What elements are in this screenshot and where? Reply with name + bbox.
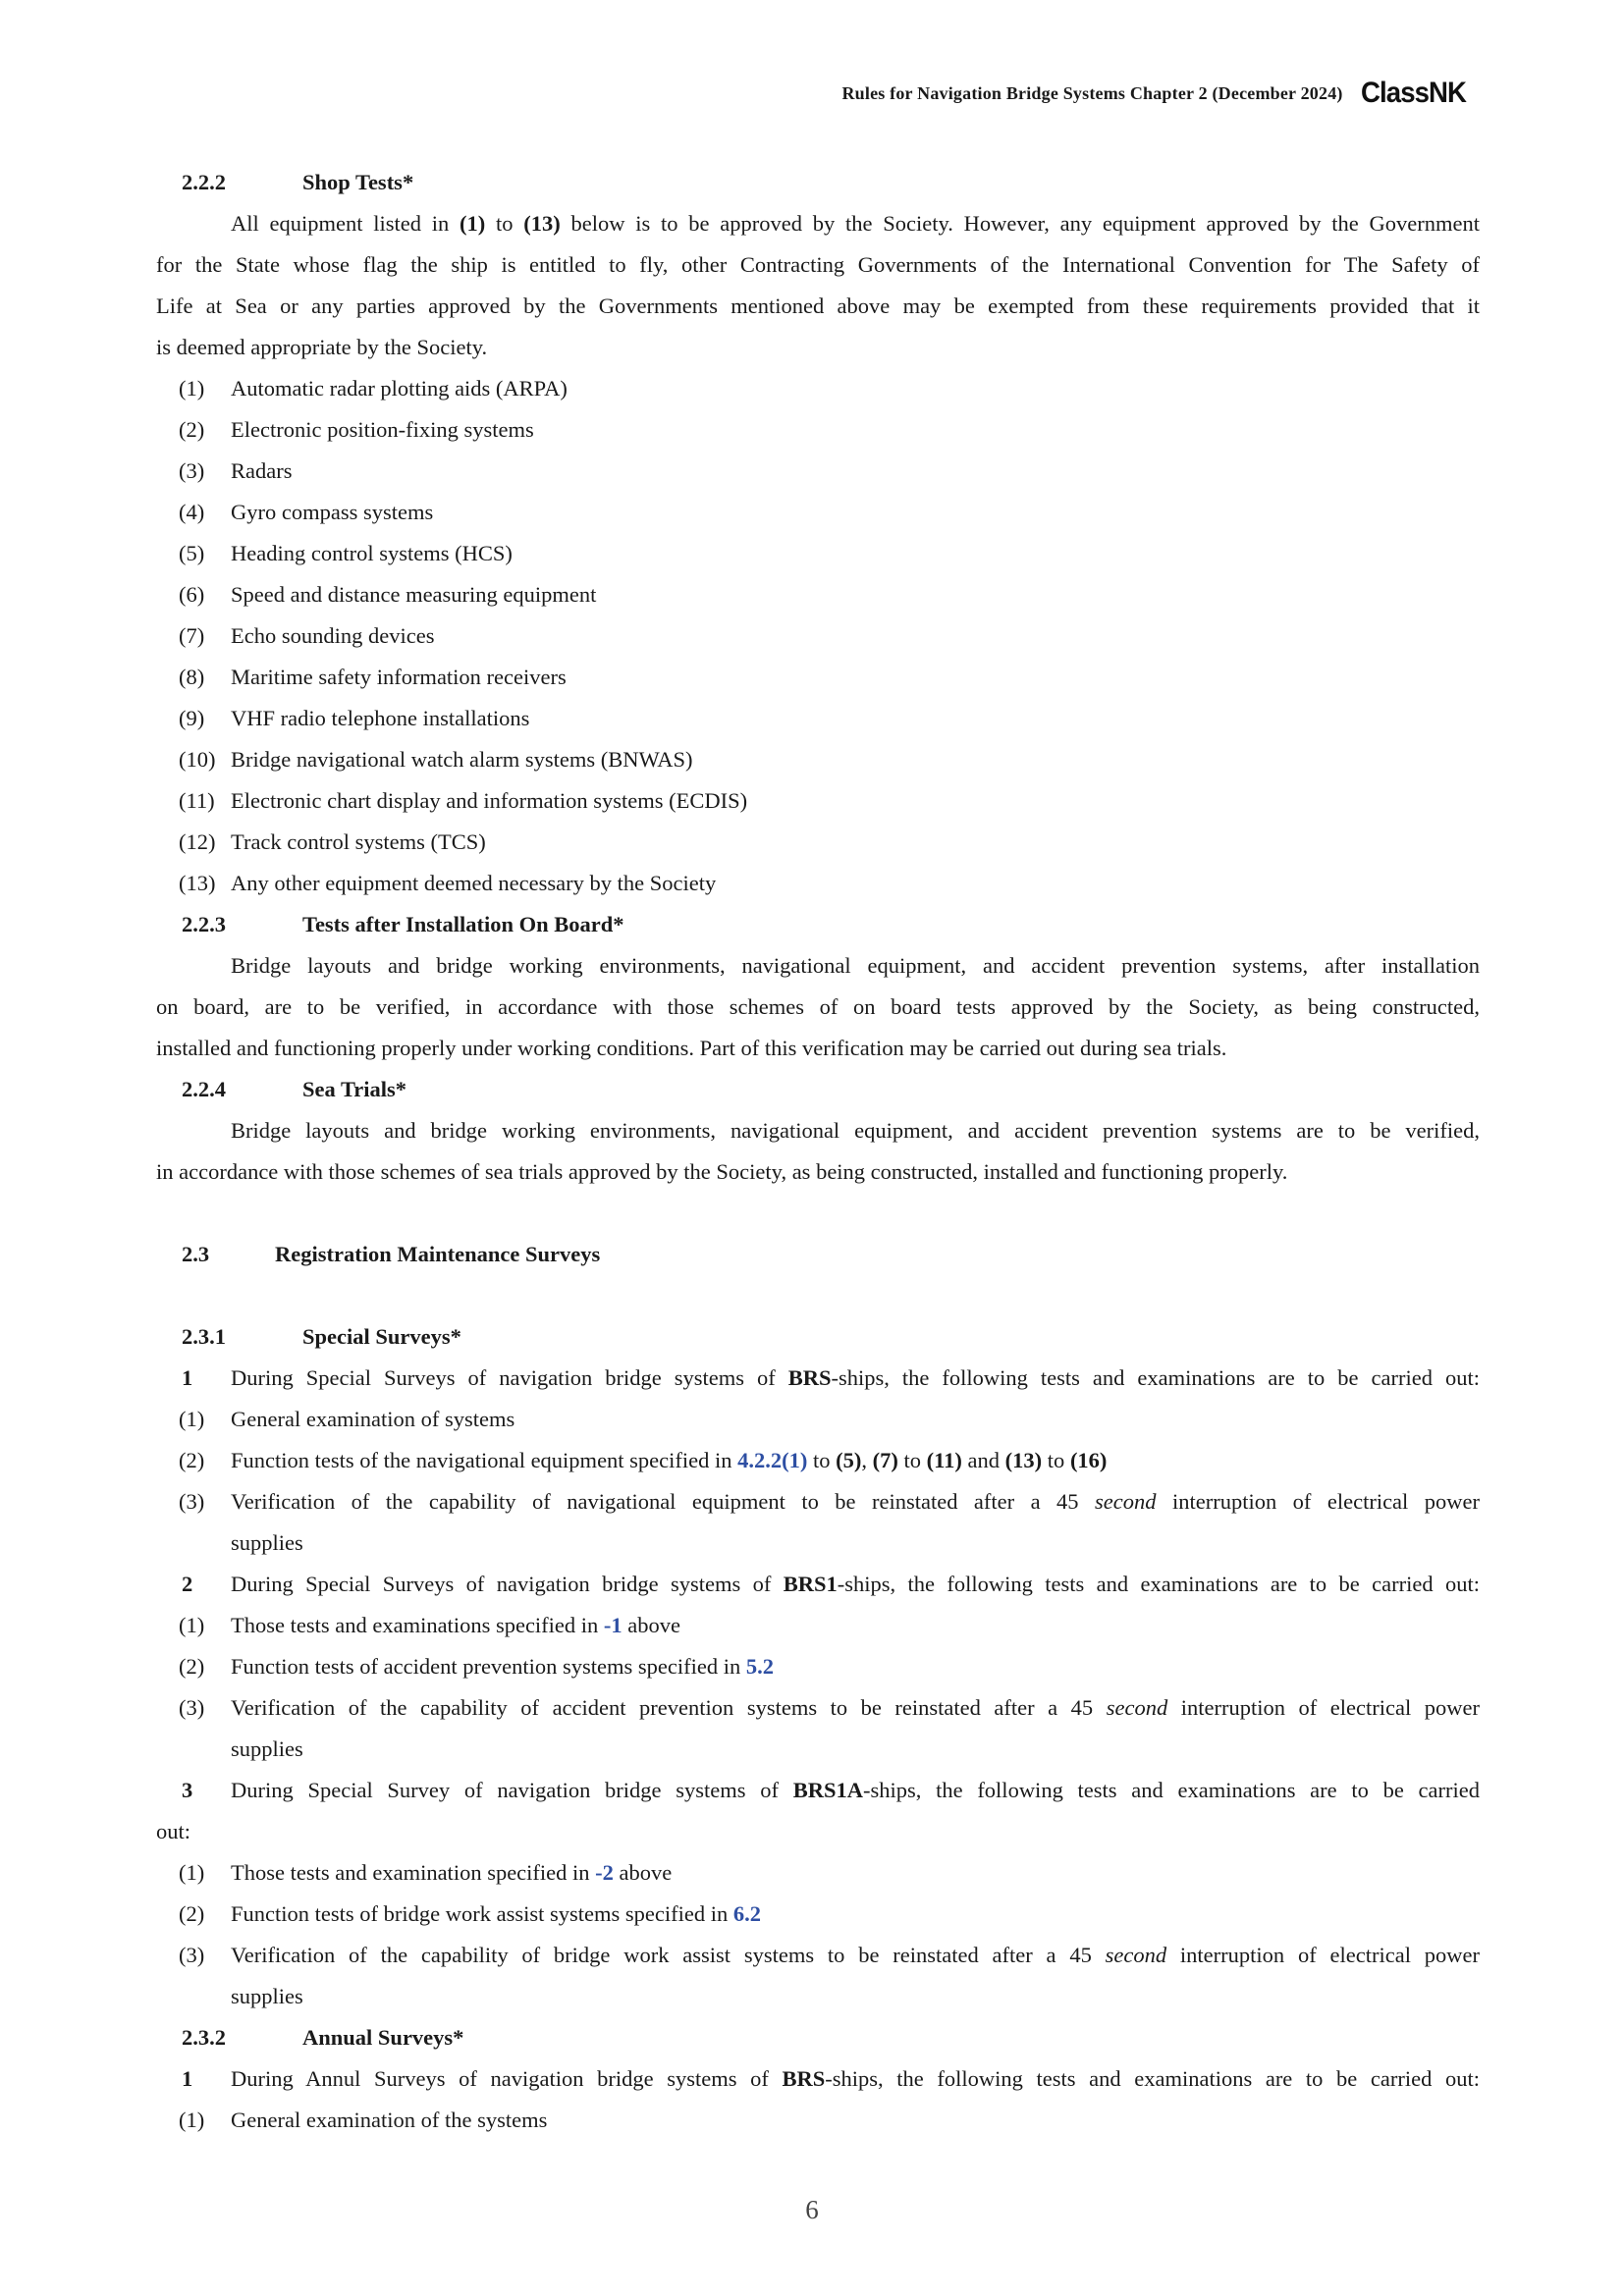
- section-number: 2.2.3: [182, 912, 226, 936]
- section-title: Special Surveys*: [302, 1324, 461, 1349]
- header-title: Rules for Navigation Bridge Systems Chapter 2 (December 2024): [841, 82, 1343, 103]
- section-title: Tests after Installation On Board*: [302, 912, 624, 936]
- paragraph-line: Life at Sea or any parties approved by the Governments mentioned above may be exempted from these requirements provided that it: [156, 294, 1480, 318]
- list-item-continuation: supplies: [231, 1530, 303, 1555]
- cross-reference-link[interactable]: 6.2: [732, 1901, 761, 1926]
- section-title: Shop Tests*: [302, 170, 414, 194]
- cross-reference-link[interactable]: 5.2: [745, 1654, 775, 1679]
- section-title: Annual Surveys*: [302, 2025, 464, 2050]
- paragraph-line: Bridge layouts and bridge working environments, navigational equipment, and accident prevention systems are to be verified,: [231, 1118, 1480, 1143]
- section-title: Sea Trials*: [302, 1077, 407, 1101]
- paragraph-line: is deemed appropriate by the Society.: [156, 335, 488, 359]
- section-title: Registration Maintenance Surveys: [275, 1242, 601, 1266]
- section-number: 2.3.2: [182, 2025, 226, 2050]
- paragraph-continuation: out:: [156, 1819, 191, 1843]
- list-item-continuation: supplies: [231, 1736, 303, 1761]
- section-number: 2.3: [182, 1242, 210, 1266]
- cross-reference-link[interactable]: 4.2.2(1): [737, 1448, 808, 1472]
- paragraph-line: on board, are to be verified, in accordance with those schemes of on board tests approved by the Society, as being constructed,: [156, 994, 1480, 1019]
- paragraph-line: for the State whose flag the ship is entitled to fly, other Contracting Governments of the International Convention for The Safety of: [156, 252, 1480, 277]
- cross-reference-link[interactable]: -1: [603, 1613, 623, 1637]
- page-number: 6: [805, 2195, 819, 2224]
- paragraph-line: All equipment listed in (1) to (13) below is to be approved by the Society. However, any equipment approved by the Government: [231, 211, 1480, 236]
- paragraph-line: Bridge layouts and bridge working environments, navigational equipment, and accident prevention systems, after installation: [231, 953, 1480, 978]
- classnk-logo: ClassNK: [1360, 77, 1466, 109]
- section-number: 2.2.2: [182, 170, 226, 194]
- cross-reference-link[interactable]: -2: [595, 1860, 614, 1885]
- paragraph-line: in accordance with those schemes of sea trials approved by the Society, as being constructed, installed and functioning properly.: [156, 1159, 1288, 1184]
- section-number: 2.3.1: [182, 1324, 226, 1349]
- section-number: 2.2.4: [182, 1077, 226, 1101]
- page-header: [841, 77, 1475, 110]
- list-item-continuation: supplies: [231, 1984, 303, 2008]
- document-page: Rules for Navigation Bridge Systems Chapter 2 (December 2024) ClassNK 2.2.2 Shop Tests* All equipment listed in (1) to (13) below is to be approved by the Society. However, any equipment approved by the Government for the State whose flag the ship is entitled to fly, other Contracting Governments of the International Convention for The Safety of Life at Sea or any parties approved by the Governments mentioned above may be exempted from these requirements provided that it is deemed appropriate by the Society. (1) Automatic radar plotting aids (ARPA) (2) Electronic position-fixing systems (3) Radars (4) Gyro compass systems (5) Heading control systems (HCS) (6) Speed and distance measuring equipment (7) Echo sounding devices (8) Maritime safety information receivers (9) VHF radio telephone installations (10) Bridge navigational watch alarm systems (BNWAS) (11) Electronic chart display and information systems (ECDIS) (12) Track control systems (TCS) (13) Any other equipment deemed necessary by the Society 2.2.3 Tests after Installation On Board* Bridge layouts and bridge working environments, navigational equipment, and accident prevention systems, after installation on board, are to be verified, in accordance with those schemes of on board tests approved by the Society, as being constructed, installed and functioning properly under working conditions. Part of this verification may be carried out during sea trials. 2.2.4 Sea Trials* Bridge layouts and bridge working environments, navigational equipment, and accident prevention systems are to be verified, in accordance with those schemes of sea trials approved by the Society, as being constructed, installed and functioning properly. 2.3 Registration Maintenance Surveys 2.3.1 Special Surveys* 1 During Special Surveys of navigation bridge systems of BRS-ships, the following tests and examinations are to be carried out: (1) General examination of systems (2) Function tests of the navigational equipment specified in 4.2.2(1) to (5), (7) to (11) and (13) to (16) (3) Verification of the capability of navigational equipment to be reinstated after a 45 second interruption of electrical power supplies 2 During Special Surveys of navigation bridge systems of BRS1-ships, the following tests and examinations are to be carried out: (1) Those tests and examinations specified in -1 above (2) Function tests of accident prevention systems specified in 5.2 (3) Verification of the capability of accident prevention systems to be reinstated after a 45 second interruption of electrical power supplies 3 During Special Survey of navigation bridge systems of BRS1A-ships, the following tests and examinations are to be carried out: (1) Those tests and examination specified in -2 above (2) Function tests of bridge work assist systems specified in 6.2 (3) Verification of the capability of bridge work assist systems to be reinstated after a 45 second interruption of electrical power supplies 2.3.2 Annual Surveys* 1 During Annul Surveys of navigation bridge systems of BRS-ships, the following tests and examinations are to be carried out: (1) General examination of the systems 6: [0, 0, 1624, 2296]
- paragraph-line: installed and functioning properly under working conditions. Part of this verification may be carried out during sea trials.: [156, 1036, 1227, 1060]
